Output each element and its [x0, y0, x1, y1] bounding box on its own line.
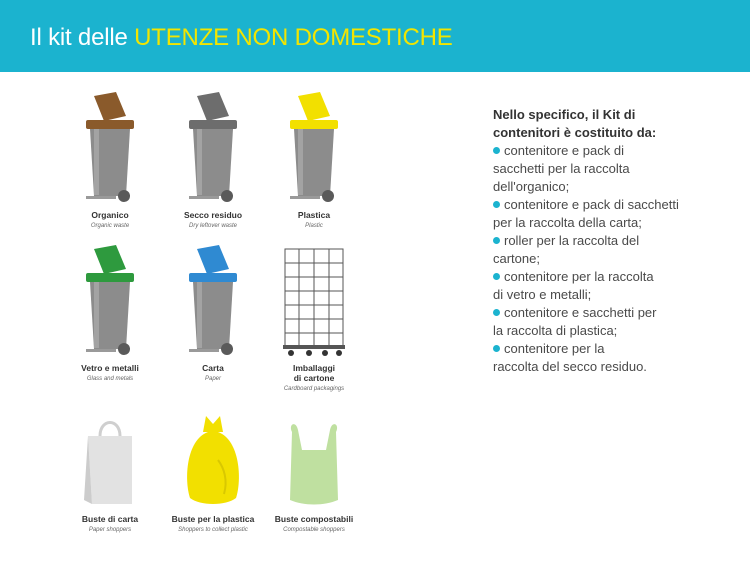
bin-rim	[86, 273, 134, 282]
paper-bag-icon	[80, 410, 140, 510]
bin-wheel	[118, 190, 130, 202]
item-label: Vetro e metalli	[81, 363, 139, 373]
kit-bullet: contenitore e pack di sacchetti per la raccolta dell'organico;	[493, 143, 630, 194]
bin-lid	[197, 92, 229, 121]
item-sub: Plastic	[305, 223, 323, 229]
page-title	[30, 24, 453, 52]
header-banner	[0, 0, 750, 72]
kit-bullet: contenitore e pack di sacchetti per la raccolta della carta;	[493, 197, 679, 230]
item-plastica	[259, 88, 369, 230]
bin-wheel	[221, 343, 233, 355]
bin-lid	[298, 92, 330, 121]
item-label: Imballaggi di cartone	[292, 363, 336, 383]
green-bin-icon	[80, 241, 140, 359]
item-buste-plastica	[158, 410, 268, 534]
item-label: Buste per la plastica	[171, 514, 255, 524]
bullet-dot-icon	[493, 147, 500, 154]
item-sub: Shoppers to collect plastic	[178, 527, 248, 533]
kit-bullet: contenitore per la raccolta di vetro e metalli;	[493, 269, 654, 302]
bin-lid	[197, 245, 229, 274]
bin-rim	[290, 120, 338, 129]
item-sub: Compostable shoppers	[283, 527, 345, 533]
yellow-bin-icon	[284, 88, 344, 206]
item-buste-carta	[55, 410, 165, 534]
item-label: Buste di carta	[81, 514, 139, 524]
item-cartone	[259, 241, 369, 393]
title-highlight: UTENZE NON DOMESTICHE	[134, 24, 453, 51]
item-label: Buste compostabili	[274, 514, 354, 524]
item-sub: Glass and metals	[86, 376, 134, 382]
bin-rim	[189, 120, 237, 129]
bin-wheel	[322, 190, 334, 202]
compostable-bag-icon	[284, 410, 344, 510]
bullet-dot-icon	[493, 345, 500, 352]
bin-lid	[94, 245, 126, 274]
bullet-dot-icon	[493, 309, 500, 316]
kit-bullet: contenitore per la raccolta del secco residuo.	[493, 341, 647, 374]
bin-wheel	[118, 343, 130, 355]
item-buste-compostabili	[259, 410, 369, 534]
kit-description	[493, 106, 713, 376]
item-secco	[158, 88, 268, 230]
item-vetro	[55, 241, 165, 383]
blue-bin-icon	[183, 241, 243, 359]
bin-wheel	[221, 190, 233, 202]
item-label: Organico	[91, 210, 129, 220]
item-sub: Cardboard packagings	[283, 386, 345, 392]
item-sub: Organic waste	[90, 223, 130, 229]
cage-roller-icon	[279, 241, 349, 359]
item-sub: Paper	[204, 376, 221, 382]
item-label: Secco residuo	[183, 210, 243, 220]
item-carta	[158, 241, 268, 383]
item-label: Carta	[202, 363, 224, 373]
gray-bin-icon	[183, 88, 243, 206]
bin-lid	[94, 92, 126, 121]
bullet-dot-icon	[493, 273, 500, 280]
bullet-dot-icon	[493, 201, 500, 208]
bullet-dot-icon	[493, 237, 500, 244]
item-organico	[55, 88, 165, 230]
bin-rim	[86, 120, 134, 129]
item-sub: Paper shoppers	[88, 527, 132, 533]
title-prefix: Il kit delle	[30, 24, 128, 51]
bin-rim	[189, 273, 237, 282]
kit-bullet: roller per la raccolta del cartone;	[493, 233, 640, 266]
kit-bullet: contenitore e sacchetti per la raccolta di plastica;	[493, 305, 657, 338]
item-label: Plastica	[297, 210, 331, 220]
brown-bin-icon	[80, 88, 140, 206]
kit-intro: Nello specifico, il Kit di contenitori è costituito da:	[493, 107, 657, 140]
item-sub: Dry leftover waste	[188, 223, 237, 229]
yellow-sack-icon	[178, 410, 248, 510]
